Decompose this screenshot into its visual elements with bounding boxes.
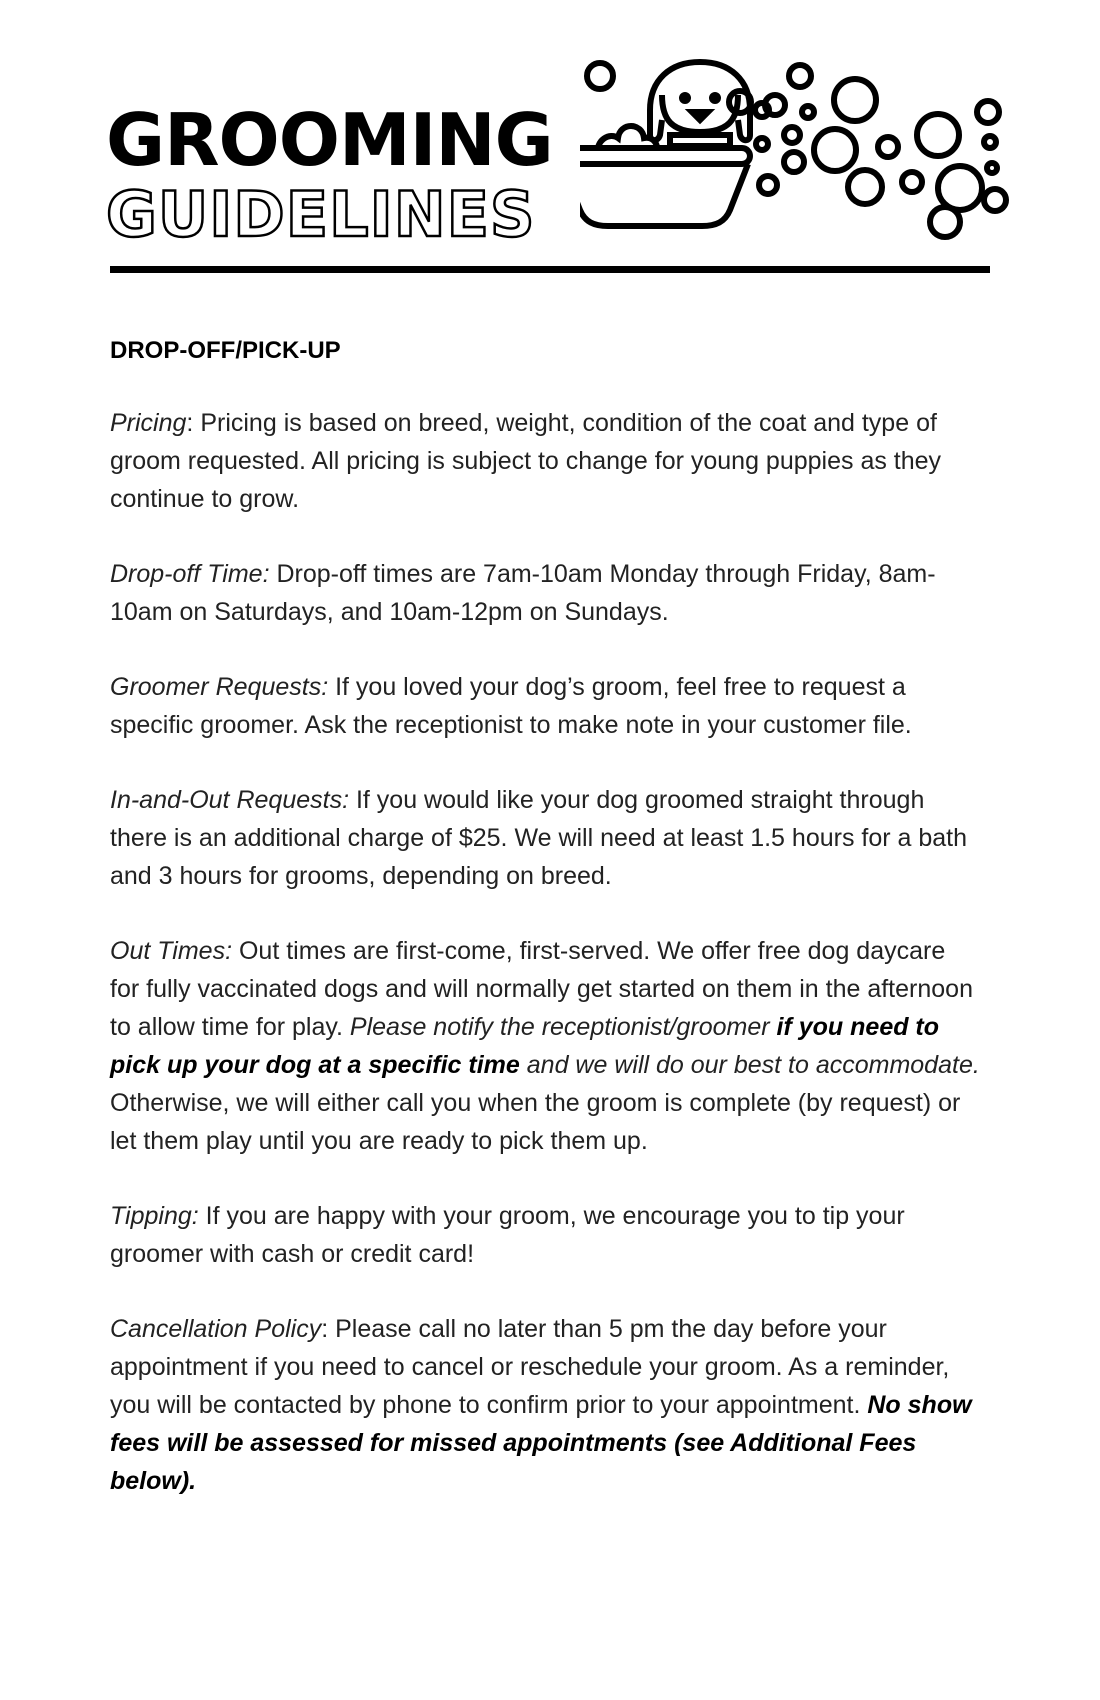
cancellation-paragraph <box>110 1310 980 1500</box>
groomer-requests-paragraph <box>110 668 980 744</box>
tipping-label: Tipping: <box>110 1202 199 1230</box>
section-heading: DROP-OFF/PICK-UP <box>110 337 341 364</box>
tipping-text: If you are happy with your groom, we encourage you to tip your groomer with cash or credit card! <box>110 1202 905 1268</box>
groomer-requests-label: Groomer Requests: <box>110 673 329 701</box>
out-times-label: Out Times: <box>110 937 233 965</box>
out-times-italic-1: Please notify the receptionist/groomer <box>349 1013 777 1041</box>
out-times-text-1: Out times are first-come, first-served. We offer free dog daycare for fully vaccinated dogs and will normally get started on them in the afternoon to allow time for play. <box>110 937 973 1041</box>
cancellation-text: : Please call no later than 5 pm the day before your appointment if you need to cancel or reschedule your groom. As a reminder, you will be contacted by phone to confirm prior to your appointment. <box>110 1315 950 1419</box>
header-rule <box>110 266 990 273</box>
dropoff-label: Drop-off Time: <box>110 560 270 588</box>
pricing-label: Pricing <box>110 409 187 437</box>
dropoff-text: Drop-off times are 7am-10am Monday through Friday, 8am-10am on Saturdays, and 10am-12pm on Sundays. <box>110 560 936 626</box>
bubble-icon <box>587 63 613 89</box>
out-times-italic-2: and we will do our best to accommodate. <box>519 1051 980 1079</box>
header <box>0 0 1100 290</box>
cancellation-bold: No show fees will be assessed for missed appointments (see Additional Fees below). <box>110 1391 972 1495</box>
guidelines-content <box>110 336 980 1537</box>
dog-in-bathtub-icon <box>580 50 1100 265</box>
pricing-text: Pricing is based on breed, weight, condition of the coat and type of groom requested. All pricing is subject to change for young puppies as they continue to grow. <box>110 409 942 513</box>
out-times-text-2: Otherwise, we will either call you when the groom is complete (by request) or let them play until you are ready to pick them up. <box>110 1089 961 1155</box>
dog-icon <box>650 62 750 146</box>
title-grooming: GROOMING <box>106 98 553 182</box>
groomer-requests-text: If you loved your dog’s groom, feel free to request a specific groomer. Ask the receptionist to make note in your customer file. <box>110 673 912 739</box>
out-times-bold: if you need to pick up your dog at a specific time <box>110 1013 940 1079</box>
in-and-out-text: If you would like your dog groomed straight through there is an additional charge of $25. We will need at least 1.5 hours for a bath and 3 hours for grooms, depending on breed. <box>110 786 968 890</box>
title-guidelines: GUIDELINES <box>106 178 536 251</box>
in-and-out-label: In-and-Out Requests: <box>110 786 350 814</box>
tipping-paragraph <box>110 1197 980 1273</box>
out-times-paragraph <box>110 932 980 1160</box>
in-and-out-paragraph <box>110 781 980 895</box>
bathtub-icon <box>580 148 750 226</box>
pricing-sep: : <box>186 409 201 437</box>
pricing-paragraph <box>110 404 980 518</box>
dropoff-paragraph <box>110 555 980 631</box>
cancellation-label: Cancellation Policy <box>110 1315 322 1343</box>
